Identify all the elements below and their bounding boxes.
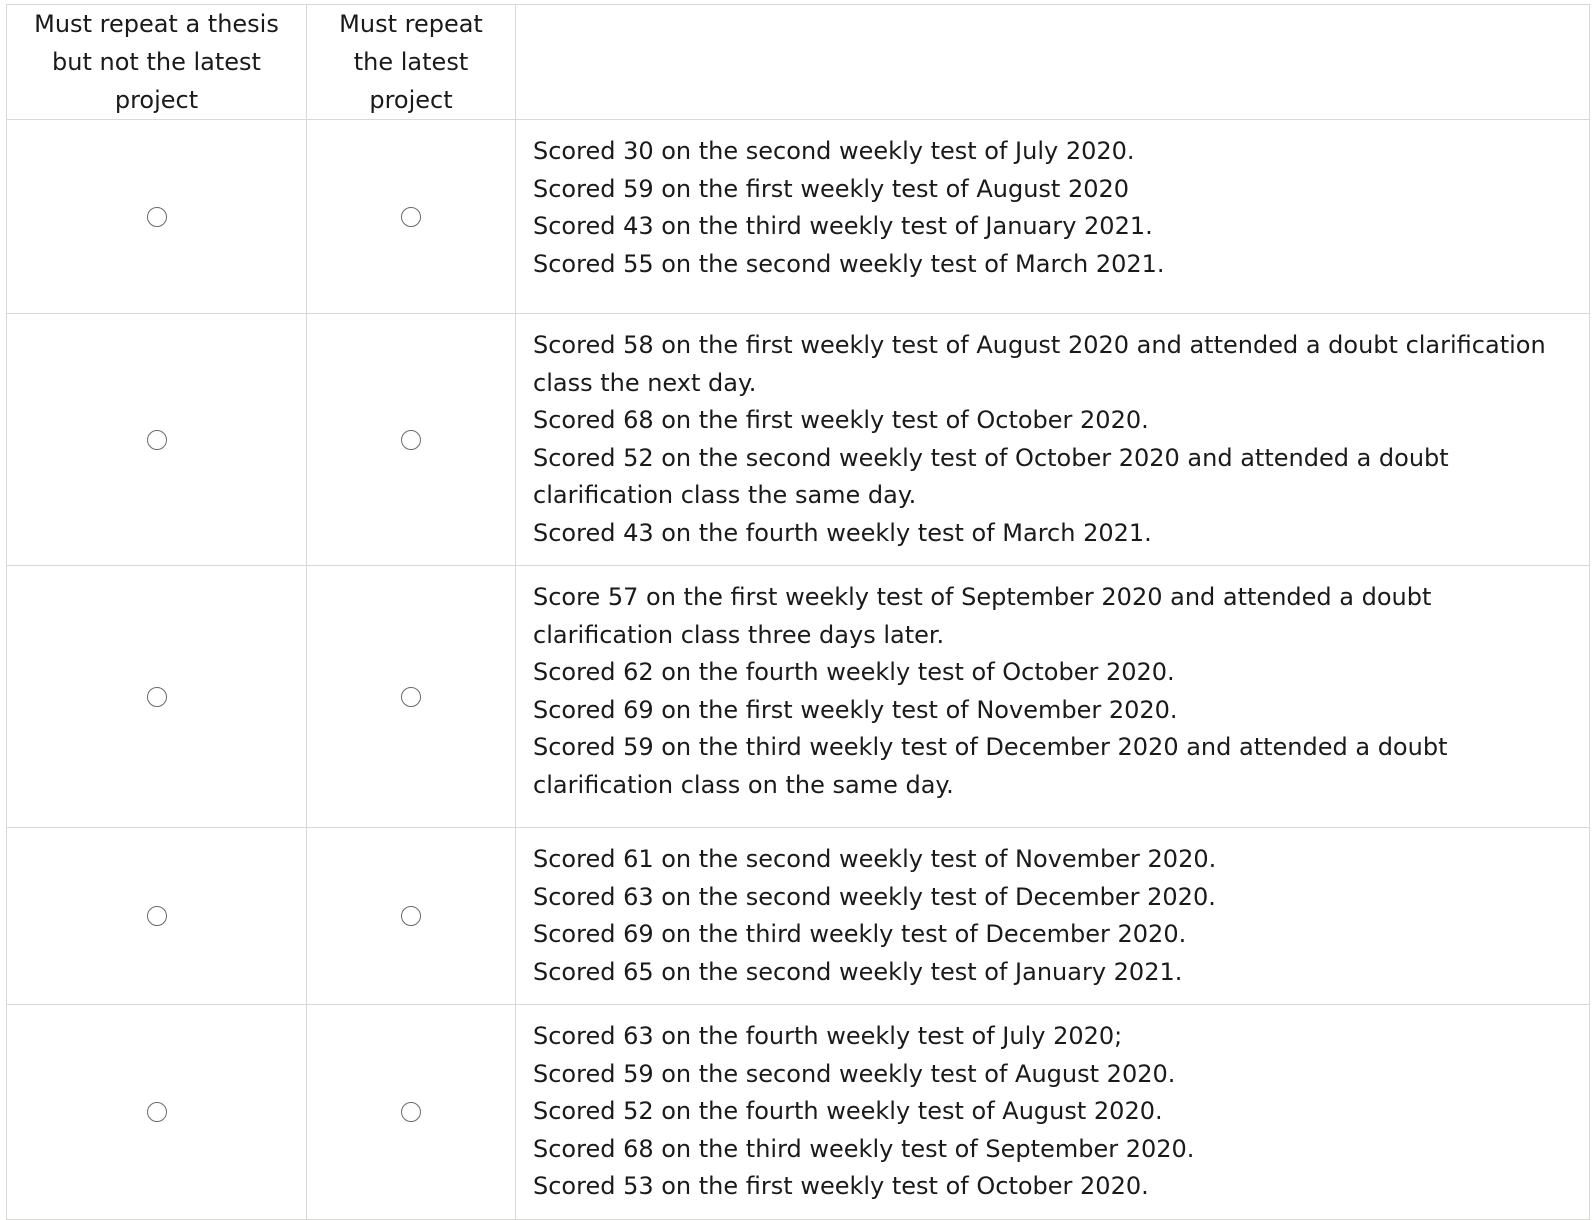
statement-line: Score 57 on the first weekly test of September 2020 and attended a doubt clarification class three days later. [533,583,1432,649]
statement-row3 [516,566,1590,828]
statement-line: Scored 30 on the second weekly test of July 2020. [533,137,1135,165]
table-row [7,566,1590,828]
header-statement [516,5,1590,120]
radio-row1-thesis-not-latest[interactable] [147,207,167,227]
radio-row2-latest-project[interactable] [401,430,421,450]
header-thesis-not-latest: Must repeat a thesis but not the latest project [7,5,307,120]
statement-line: Scored 69 on the first weekly test of November 2020. [533,695,1178,724]
table-row [7,828,1590,1005]
answer-grid [6,4,1590,1220]
statement-line: Scored 52 on the second weekly test of October 2020 and attended a doubt clarification class the same day. [533,443,1449,509]
statement-line: Scored 69 on the third weekly test of December 2020. [533,920,1187,948]
statement-line: Scored 68 on the first weekly test of October 2020. [533,406,1149,434]
statement-line: Scored 59 on the first weekly test of August 2020 [533,174,1130,203]
table-row [7,314,1590,566]
statement-line: Scored 52 on the fourth weekly test of August 2020. [533,1097,1163,1125]
radio-row4-thesis-not-latest[interactable] [147,906,167,926]
statement-line: Scored 55 on the second weekly test of March 2021. [533,249,1165,278]
statement-line: Scored 53 on the first weekly test of October 2020. [533,1172,1149,1200]
radio-row5-thesis-not-latest[interactable] [147,1102,167,1122]
statement-line: Scored 68 on the third weekly test of September 2020. [533,1134,1195,1163]
table-row [7,120,1590,314]
statement-line: Scored 63 on the fourth weekly test of July 2020; [533,1022,1123,1050]
statement-line: Scored 65 on the second weekly test of January 2021. [533,957,1183,986]
statement-line: Scored 62 on the fourth weekly test of October 2020. [533,658,1175,686]
statement-line: Scored 58 on the first weekly test of August 2020 and attended a doubt clarification class the next day. [533,331,1546,397]
statement-line: Scored 59 on the third weekly test of December 2020 and attended a doubt clarification class on the same day. [533,733,1448,799]
radio-row3-thesis-not-latest[interactable] [147,687,167,707]
statement-line: Scored 61 on the second weekly test of November 2020. [533,845,1217,873]
statement-line: Scored 43 on the fourth weekly test of March 2021. [533,518,1152,547]
statement-row2 [516,314,1590,566]
radio-row3-latest-project[interactable] [401,687,421,707]
statement-row5 [516,1005,1590,1220]
statement-line: Scored 59 on the second weekly test of August 2020. [533,1059,1176,1088]
statement-line: Scored 43 on the third weekly test of January 2021. [533,212,1153,240]
statement-line: Scored 63 on the second weekly test of December 2020. [533,882,1216,911]
radio-row4-latest-project[interactable] [401,906,421,926]
radio-row1-latest-project[interactable] [401,207,421,227]
statement-row4 [516,828,1590,1005]
radio-row2-thesis-not-latest[interactable] [147,430,167,450]
table-row [7,1005,1590,1220]
radio-row5-latest-project[interactable] [401,1102,421,1122]
statement-row1 [516,120,1590,314]
header-row [7,5,1590,120]
header-latest-project: Must repeat the latest project [307,5,516,120]
